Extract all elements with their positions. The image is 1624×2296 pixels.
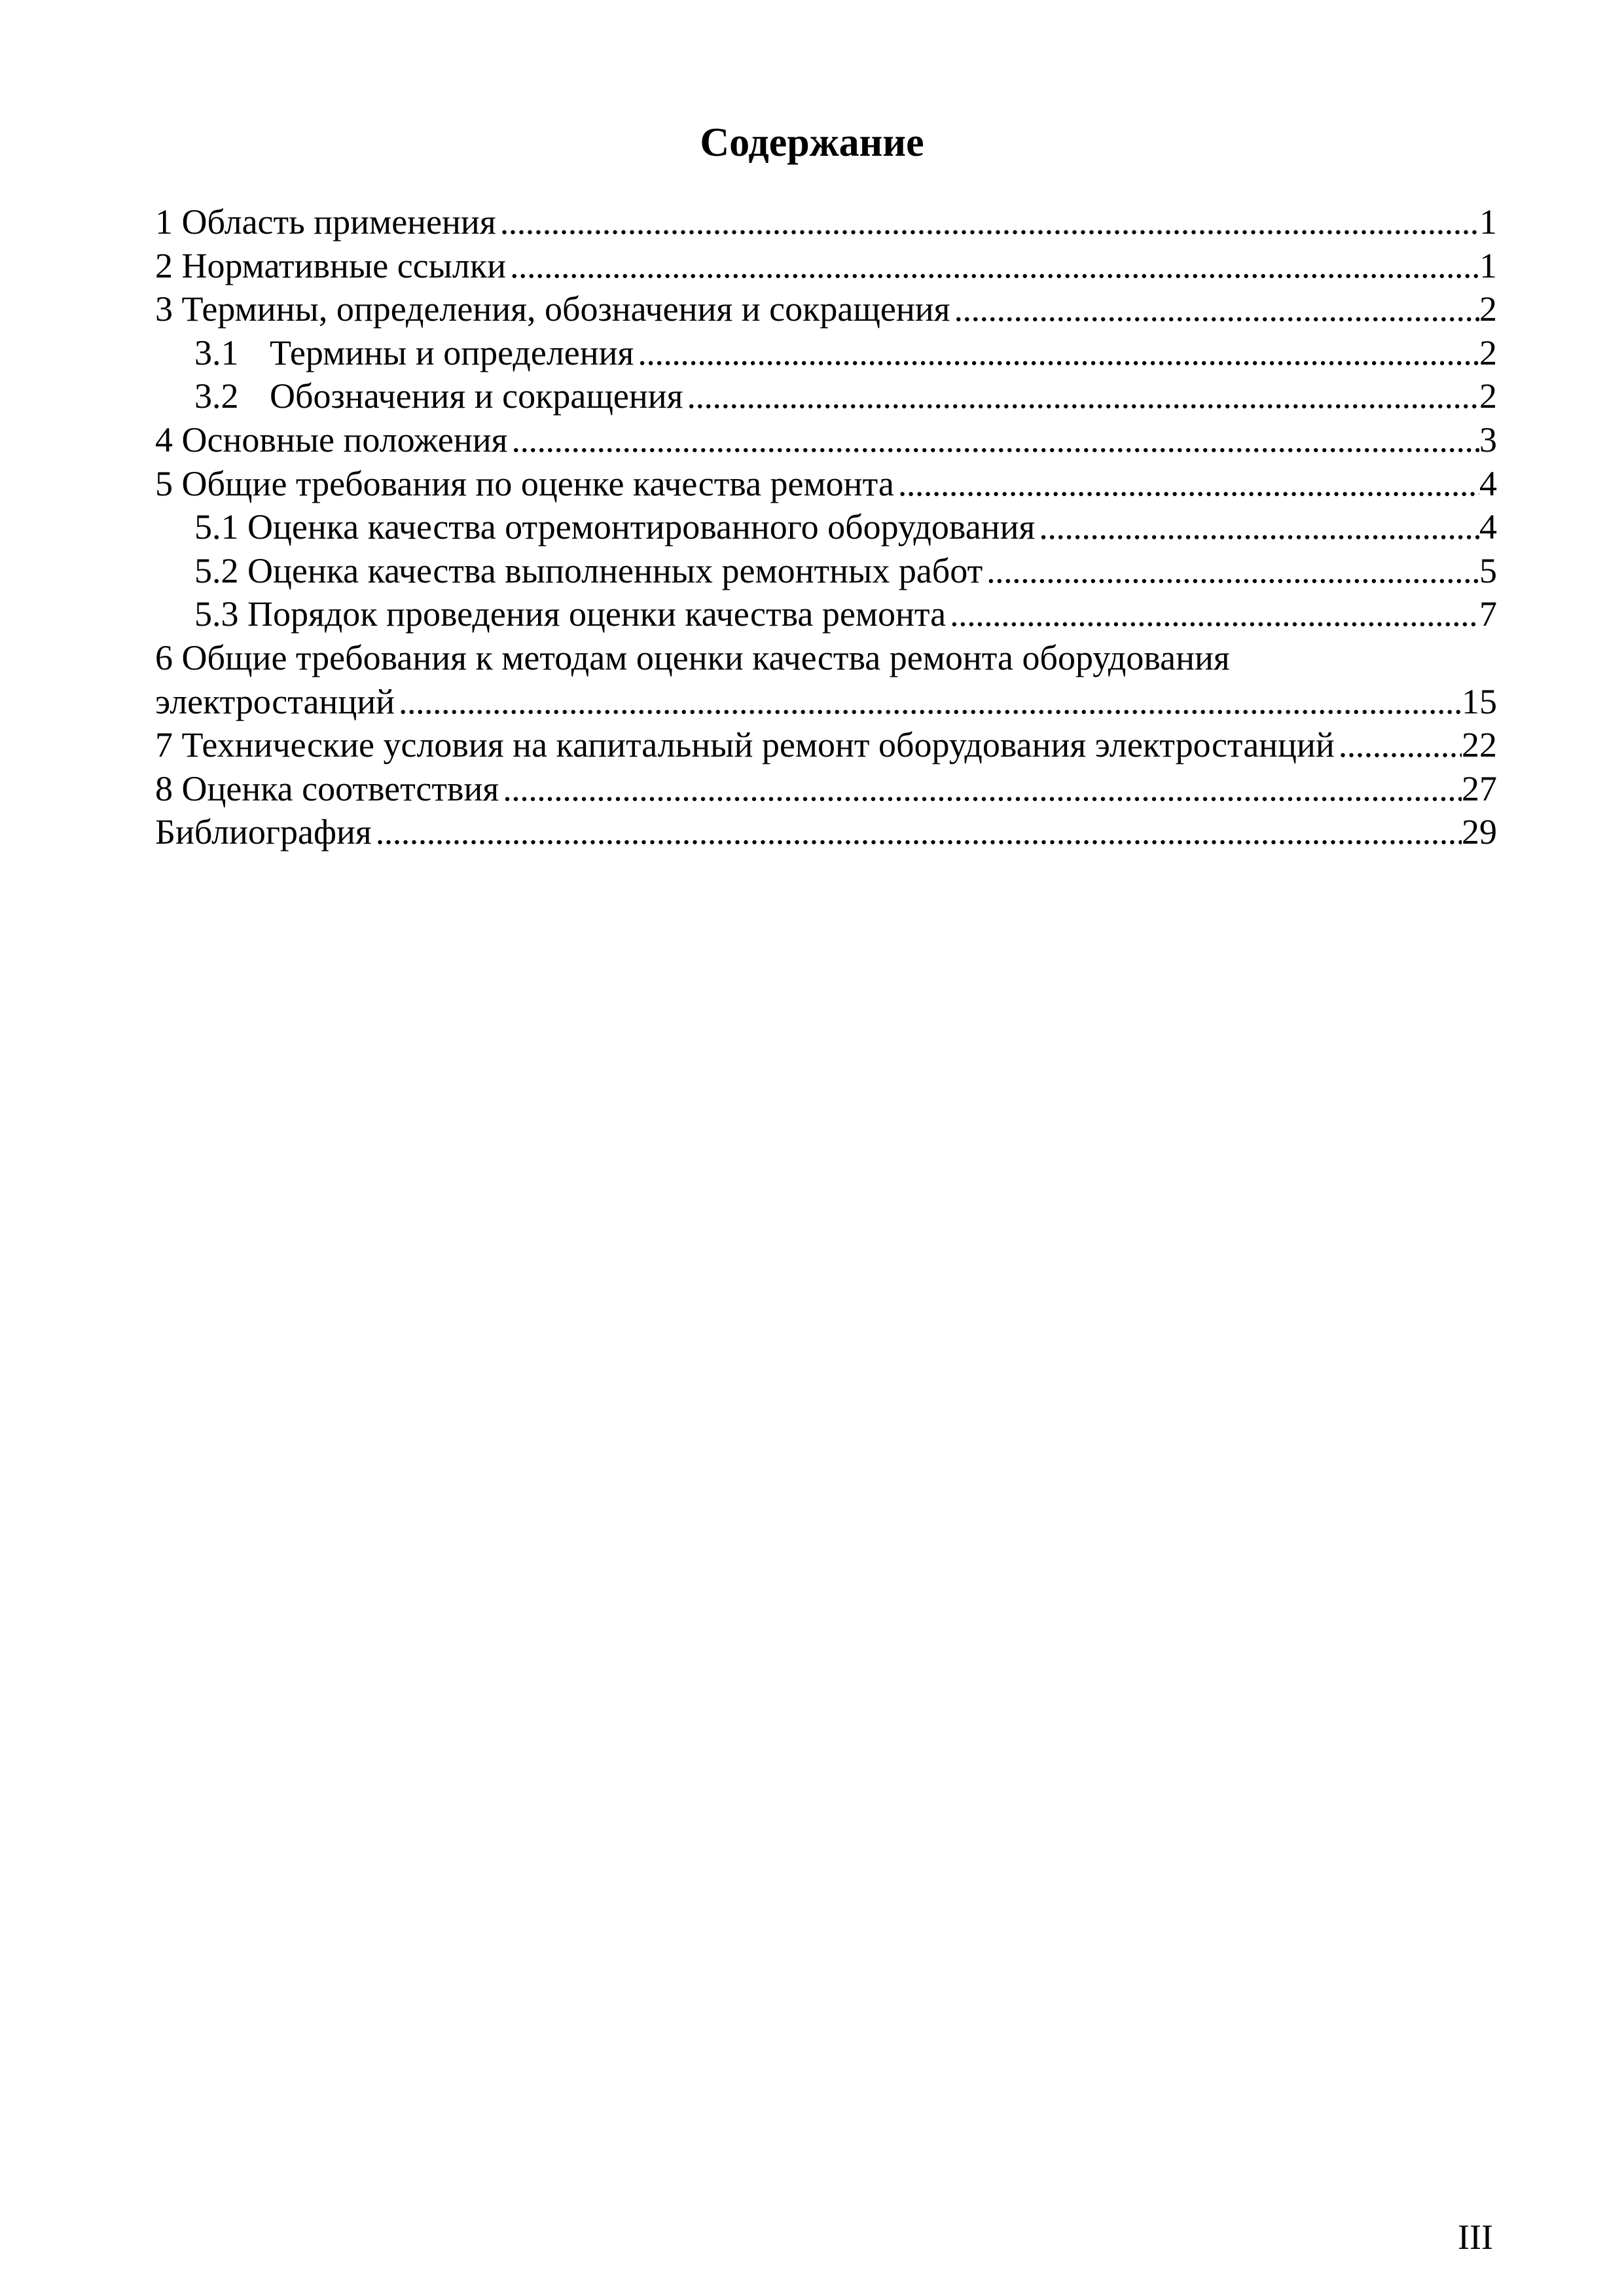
dot-leader [983,549,1479,593]
toc-entry-6-line1[interactable] [155,636,1497,680]
dot-leader [372,810,1462,854]
toc-entry-5[interactable] [155,462,1497,506]
toc-entry-page: 1 [1479,245,1497,285]
toc-entry-title: Нормативные ссылки [181,245,506,285]
toc-entry-6-line2[interactable] [155,680,1497,724]
dot-leader [508,418,1480,462]
toc-entry-page: 2 [1479,332,1497,372]
toc-entry-page: 29 [1462,812,1497,852]
toc-entry-number: 1 [155,202,173,242]
toc-entry-number: 5.2 [194,550,239,590]
toc-entry-title: Основные положения [181,420,508,459]
toc-entry-number: 3.1 [194,332,239,372]
toc-entry-title: Обозначения и сокращения [270,376,683,416]
page-number: III [1458,2217,1493,2257]
dot-leader [1335,723,1462,767]
dot-leader [683,374,1479,418]
toc-entry-number: 5.1 [194,507,239,547]
toc-entry-4[interactable] [155,418,1497,462]
dot-leader [894,462,1479,506]
toc-entry-8[interactable] [155,767,1497,811]
dot-leader [950,287,1480,331]
toc-entry-number: 3.2 [194,376,239,416]
toc-entry-title: Оценка соответствия [181,768,499,808]
dot-leader [395,680,1462,724]
dot-leader [1035,505,1479,549]
toc-entry-title: Библиография [155,812,372,852]
toc-entry-title: Оценка качества выполненных ремонтных работ [247,550,983,590]
toc-entry-page: 5 [1479,550,1497,590]
page-title: Содержание [700,120,924,165]
toc-entry-title: Технические условия на капитальный ремонт оборудования электростанций [181,725,1335,765]
toc-entry-page: 7 [1479,594,1497,634]
toc-entry-number: 4 [155,420,173,459]
toc-entry-number: 2 [155,245,173,285]
dot-leader [506,244,1479,288]
toc-entry-7[interactable] [155,723,1497,767]
toc-entry-3-2[interactable] [155,374,1497,418]
toc-entry-page: 1 [1479,202,1497,242]
toc-entry-1[interactable] [155,200,1497,244]
toc-entry-title: Термины и определения [270,332,634,372]
toc-entry-number: 5 [155,463,173,503]
toc-entry-title: Область применения [181,202,496,242]
table-of-contents [155,200,1497,854]
toc-entry-page: 15 [1462,681,1497,721]
toc-entry-page: 4 [1479,463,1497,503]
toc-entry-number: 3 [155,289,173,329]
toc-entry-number: 5.3 [194,594,239,634]
toc-entry-number: 6 [155,637,173,677]
toc-entry-page: 3 [1479,420,1497,459]
toc-entry-page: 27 [1462,768,1497,808]
toc-entry-title: Общие требования по оценке качества ремонта [181,463,894,503]
toc-entry-3[interactable] [155,287,1497,331]
dot-leader [499,767,1462,811]
toc-entry-title: Оценка качества отремонтированного оборудования [247,507,1036,547]
toc-entry-number: 8 [155,768,173,808]
toc-entry-page: 22 [1462,725,1497,765]
toc-entry-5-3[interactable] [155,592,1497,636]
toc-entry-page: 2 [1479,376,1497,416]
toc-entry-5-2[interactable] [155,549,1497,593]
toc-entry-5-1[interactable] [155,505,1497,549]
dot-leader [496,200,1479,244]
toc-entry-title: Термины, определения, обозначения и сокращения [181,289,950,329]
toc-entry-title: Общие требования к методам оценки качества ремонта оборудования [181,637,1230,677]
toc-entry-page: 4 [1479,507,1497,547]
toc-entry-title: Порядок проведения оценки качества ремонта [247,594,947,634]
toc-entry-number: 7 [155,725,173,765]
toc-entry-title-continuation: электростанций [155,681,395,721]
toc-entry-page: 2 [1479,289,1497,329]
dot-leader [946,592,1479,636]
dot-leader [634,331,1479,375]
toc-entry-2[interactable] [155,244,1497,288]
toc-entry-bibliography[interactable] [155,810,1497,854]
toc-entry-3-1[interactable] [155,331,1497,375]
